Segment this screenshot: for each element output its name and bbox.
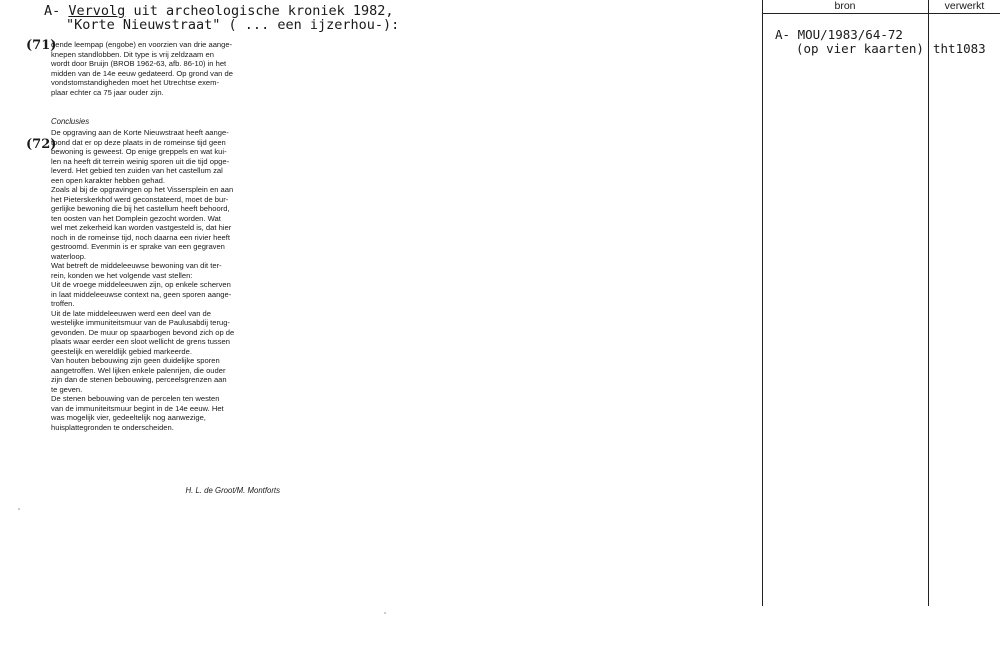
paragraph-line: dende leempap (engobe) en voorzien van drie aange- — [51, 40, 233, 49]
scan-speck — [18, 508, 20, 510]
header-underlined-word: Vervolg — [68, 3, 126, 19]
conclusions-line: Zoals al bij de opgravingen op het Vissersplein en aan — [51, 185, 234, 194]
conclusions-line: Uit de vroege middeleeuwen zijn, op enkele scherven — [51, 280, 231, 289]
conclusions-line: noch in de romeinse tijd, noch daarna een rivier heeft — [51, 232, 230, 242]
conclusions-line: geestelijk en wereldlijk gebied markeerde. — [51, 346, 192, 356]
conclusions-line: te geven. — [51, 384, 83, 394]
conclusions-line: was mogelijk vier, gedeeltelijk nog aanwezige, — [51, 413, 206, 422]
conclusions-line: aangetroffen. Wel lijken enkele palenrijen, die ouder — [51, 365, 226, 375]
conclusions-line: westelijke immuniteitsmuur van de Paulusabdij terug- — [51, 318, 230, 327]
conclusions-line: toond dat er op deze plaats in de romeinse tijd geen — [51, 137, 226, 147]
paragraph-line: plaar echter ca 75 jaar ouder zijn. — [51, 87, 164, 97]
conclusions-line: een open karakter hebben gehad. — [51, 175, 165, 185]
conclusions-line: Wat betreft de middeleeuwse bewoning van dit ter- — [51, 261, 222, 270]
conclusions-line: zijn dan de stenen bebouwing, perceelsgrenzen aan — [51, 375, 227, 384]
conclusions-line: Uit de late middeleeuwen werd een deel van de — [51, 308, 211, 318]
conclusions-line: ten oosten van het Domplein gezocht worden. Wat — [51, 213, 221, 223]
table-left-border — [762, 0, 763, 606]
column-header-verwerkt: verwerkt — [944, 0, 985, 12]
conclusions-body — [51, 128, 280, 432]
conclusions-line: rein, konden we het volgende vast stellen: — [51, 270, 193, 280]
paragraph-line: midden van de 14e eeuw gedateerd. Op grond van de — [51, 68, 233, 78]
bron-note: (op vier kaarten) — [796, 41, 924, 56]
conclusions-line: bewoning is geweest. Op enige greppels en wat kui- — [51, 147, 227, 156]
table-header-rule — [762, 13, 1000, 14]
conclusions-line: len na heeft dit terrein weinig sporen uit die tijd opge- — [51, 156, 230, 166]
conclusions-line: gevonden. De muur op spaarbogen bevond zich op de — [51, 327, 235, 337]
header-line-1-rest: uit archeologische kroniek 1982, — [125, 3, 394, 19]
conclusions-line: gestroomd. Evenmin is er sprake van een gegraven — [51, 242, 225, 251]
conclusions-line: Van houten bebouwing zijn geen duidelijke sporen — [51, 356, 220, 365]
scan-speck — [384, 612, 386, 614]
verwerkt-value: tht1083 — [933, 41, 986, 56]
margin-note-72: (72) — [26, 137, 57, 152]
paragraph-1 — [51, 40, 280, 97]
conclusions-line: van de immuniteitsmuur begint in de 14e eeuw. Het — [51, 403, 224, 413]
conclusions-line: wel met zekerheid kan worden vastgesteld is, dat hier — [51, 223, 232, 232]
conclusions-heading: Conclusies — [51, 117, 90, 126]
conclusions-line: gerlijke bewoning die bij het castellum heeft behoord, — [51, 204, 230, 213]
conclusions-line: waterloop. — [51, 251, 87, 261]
conclusions-line: De stenen bebouwing van de percelen ten westen — [51, 394, 220, 403]
paragraph-line: vondstomstandigheden moet het Utrechtse exem- — [51, 78, 219, 87]
conclusions-line: het Pieterskerkhof werd geconstateerd, moet de bur- — [51, 194, 229, 204]
column-header-bron: bron — [834, 0, 856, 12]
header-line-2: "Korte Nieuwstraat" ( ... een ijzerhou-): — [66, 17, 400, 33]
paragraph-line: knepen standlobben. Dit type is vrij zeldzaam en — [51, 49, 214, 59]
table-column-divider — [928, 0, 929, 606]
header-prefix: A- — [44, 3, 61, 19]
conclusions-line: huisplattegronden te onderscheiden. — [51, 422, 174, 432]
conclusions-line: plaats waar eerder een sloot wellicht de grens tussen — [51, 337, 230, 346]
signature: H. L. de Groot/M. Montforts — [185, 486, 280, 495]
conclusions-line: in laat middeleeuwse context na, geen sporen aange- — [51, 289, 232, 299]
bron-reference: A- MOU/1983/64-72 — [775, 27, 903, 42]
margin-note-71: (71) — [26, 38, 57, 53]
conclusions-line: troffen. — [51, 299, 75, 308]
conclusions-line: leverd. Het gebied ten zuiden van het castellum zal — [51, 166, 223, 175]
paragraph-line: wordt door Bruijn (BROB 1962-63, afb. 86-10) in het — [51, 59, 227, 68]
conclusions-line: De opgraving aan de Korte Nieuwstraat heeft aange- — [51, 128, 229, 137]
